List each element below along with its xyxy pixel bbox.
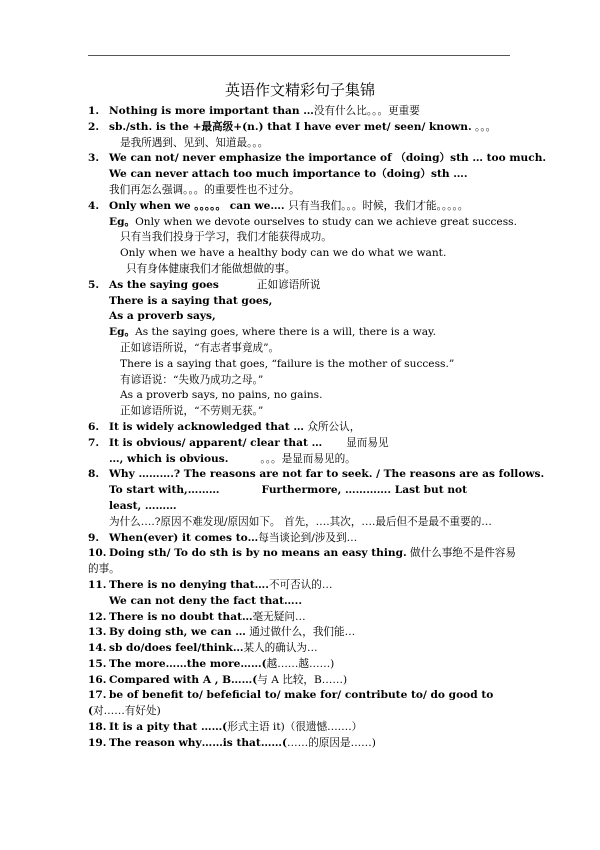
item-english: When(ever) it comes to…: [109, 531, 259, 544]
item-number: 8.: [88, 468, 100, 481]
item-5-example-2-translation: 有谚语说：“失败乃成功之母。”: [120, 373, 264, 386]
example-label: Eg。: [109, 215, 136, 228]
item-4-example-2-translation: 只有身体健康我们才能做想做的事。: [126, 262, 296, 275]
item-3: [88, 151, 547, 167]
example-label: Eg。: [109, 326, 136, 339]
item-english: Nothing is more important than …: [109, 105, 314, 117]
item-number: 4.: [88, 199, 100, 212]
item-number: 13.: [88, 626, 107, 639]
item-chinese: 某人的确认为…: [243, 642, 318, 655]
item-9: [88, 531, 520, 547]
item-5-alt-1: There is a saying that goes,: [109, 294, 273, 307]
item-5-alt-2: As a proverb says,: [109, 310, 216, 323]
item-english: sb./sth. is the +最高级+(n.) that I have ever met/ seen/ known.: [109, 120, 472, 133]
item-5-example-1-translation: 正如谚语所说，“有志者事竟成”。: [120, 341, 280, 354]
item-chinese: 众所公认，: [307, 420, 361, 433]
item-chinese: 通过做什么，我们能…: [249, 626, 356, 639]
item-6: [88, 420, 520, 436]
item-number: 3.: [88, 152, 100, 165]
item-number: 14.: [88, 642, 107, 655]
item-chinese: 不可否认的…: [268, 578, 333, 591]
page-title: 英语作文精彩句子集锦: [224, 81, 375, 99]
item-8: [88, 467, 545, 483]
item-4-example-2: Only when we have a healthy body can we do what we want.: [120, 247, 447, 260]
item-5-example-3-translation: 正如谚语所说，“不劳则无获。”: [120, 405, 264, 418]
item-11-line2: We can not deny the fact that…..: [109, 594, 303, 607]
item-chinese: 形式主语 it)（很遗憾…….）: [227, 721, 363, 734]
item-16: [88, 673, 520, 689]
item-number: 16.: [88, 673, 107, 686]
item-english: It is obvious/ apparent/ clear that …: [109, 436, 323, 449]
item-english: It is widely acknowledged that …: [109, 420, 304, 433]
item-chinese: 显而易见: [346, 436, 389, 449]
item-5: [88, 278, 520, 294]
item-chinese: 。。。: [475, 120, 497, 133]
item-number: 15.: [88, 657, 107, 670]
item-4-example-1-translation: 只有当我们投身于学习，我们才能获得成功。: [120, 231, 332, 244]
item-english: be of benefit to/ befeficial to/ make for/ contribute to/ do good to (: [88, 689, 494, 718]
item-3-line2: We can never attach too much importance to（doing）sth ….: [109, 168, 468, 181]
item-5-example-1: [88, 325, 520, 341]
item-english: …, which is obvious.: [109, 452, 229, 465]
item-11: [88, 578, 520, 594]
item-2: [88, 120, 520, 136]
item-chinese: 没有什么比。。。更重要: [313, 105, 420, 117]
item-chinese: 每当谈论到/涉及到…: [258, 531, 358, 544]
item-chinese: 毫无疑问…: [252, 610, 306, 623]
item-english: As the saying goes: [109, 278, 219, 291]
item-8-line3: least, ………: [109, 499, 177, 512]
example-sentence: As the saying goes, where there is a will, there is a way.: [135, 326, 436, 339]
item-1: [88, 104, 520, 120]
item-8-start: To start with,………: [109, 484, 220, 497]
item-chinese: 正如谚语所说: [256, 278, 321, 291]
item-number: 2.: [88, 120, 100, 133]
item-english: There is no doubt that…: [109, 610, 253, 623]
item-english: sb do/does feel/think…: [109, 642, 244, 655]
item-number: 12.: [88, 610, 107, 623]
item-english: The more……the more……(: [109, 657, 267, 670]
document-body: [88, 104, 547, 752]
item-chinese: 与 A 比较，B……): [257, 673, 348, 686]
item-number: 18.: [88, 721, 107, 734]
item-8-translation: 为什么….?原因不难发现/原因如下。 首先，….其次，….最后但不是最不重要的…: [109, 515, 492, 528]
header-rule: [88, 55, 510, 56]
item-number: 10.: [88, 547, 107, 560]
item-chinese: ……的原因是……): [287, 736, 376, 749]
item-number: 6.: [88, 420, 100, 433]
item-14: [88, 641, 520, 657]
item-5-example-3: As a proverb says, no pains, no gains.: [120, 389, 323, 402]
item-4: [88, 199, 520, 215]
item-number: 7.: [88, 436, 100, 449]
item-7: [88, 436, 520, 452]
item-10: [88, 546, 520, 578]
item-english: It is a pity that ……(: [109, 721, 228, 734]
item-5-example-2: There is a saying that goes, “failure is the mother of success.”: [120, 357, 455, 370]
item-number: 5.: [88, 278, 100, 291]
item-number: 9.: [88, 531, 100, 544]
item-17: [88, 688, 520, 720]
item-chinese: 对……有好处): [93, 705, 161, 718]
item-english: We can not/ never emphasize the importance of （doing）sth … too much.: [109, 152, 547, 165]
item-english: By doing sth, we can …: [109, 626, 246, 639]
item-english: Only when we 。。。。。 can we….: [109, 199, 289, 212]
item-number: 11.: [88, 578, 107, 591]
item-chinese: 。。。是显而易见的。: [260, 452, 356, 465]
item-english: There is no denying that….: [109, 578, 269, 591]
item-number: 17.: [88, 689, 107, 702]
item-8-line2: [88, 483, 520, 499]
item-18: [88, 720, 520, 736]
item-number: 1.: [88, 105, 100, 117]
item-english: The reason why……is that……(: [109, 736, 288, 749]
item-english: Compared with A , B……(: [109, 673, 258, 686]
item-4-example-1: [88, 215, 520, 231]
example-sentence: Only when we devote ourselves to study can we achieve great success.: [135, 215, 517, 228]
item-english: Why ……….? The reasons are not far to seek. / The reasons are as follows.: [109, 468, 545, 481]
item-7-line2: [88, 452, 520, 468]
item-8-furthermore: Furthermore, …………. Last but not: [261, 484, 467, 497]
item-3-translation: 我们再怎么强调。。。的重要性也不过分。: [109, 183, 300, 196]
item-19: [88, 736, 520, 752]
item-number: 19.: [88, 736, 107, 749]
item-13: [88, 625, 520, 641]
item-chinese: 做什么事绝不是件容易的事。: [88, 547, 516, 576]
item-chinese: 越……越……): [266, 657, 335, 670]
item-chinese: 只有当我们。。。时候，我们才能。。。。。: [288, 199, 469, 212]
item-english: Doing sth/ To do sth is by no means an easy thing.: [109, 547, 407, 560]
item-12: [88, 610, 520, 626]
item-15: [88, 657, 520, 673]
item-2-translation: 是我所遇到、见到、知道最。。。: [120, 136, 269, 149]
